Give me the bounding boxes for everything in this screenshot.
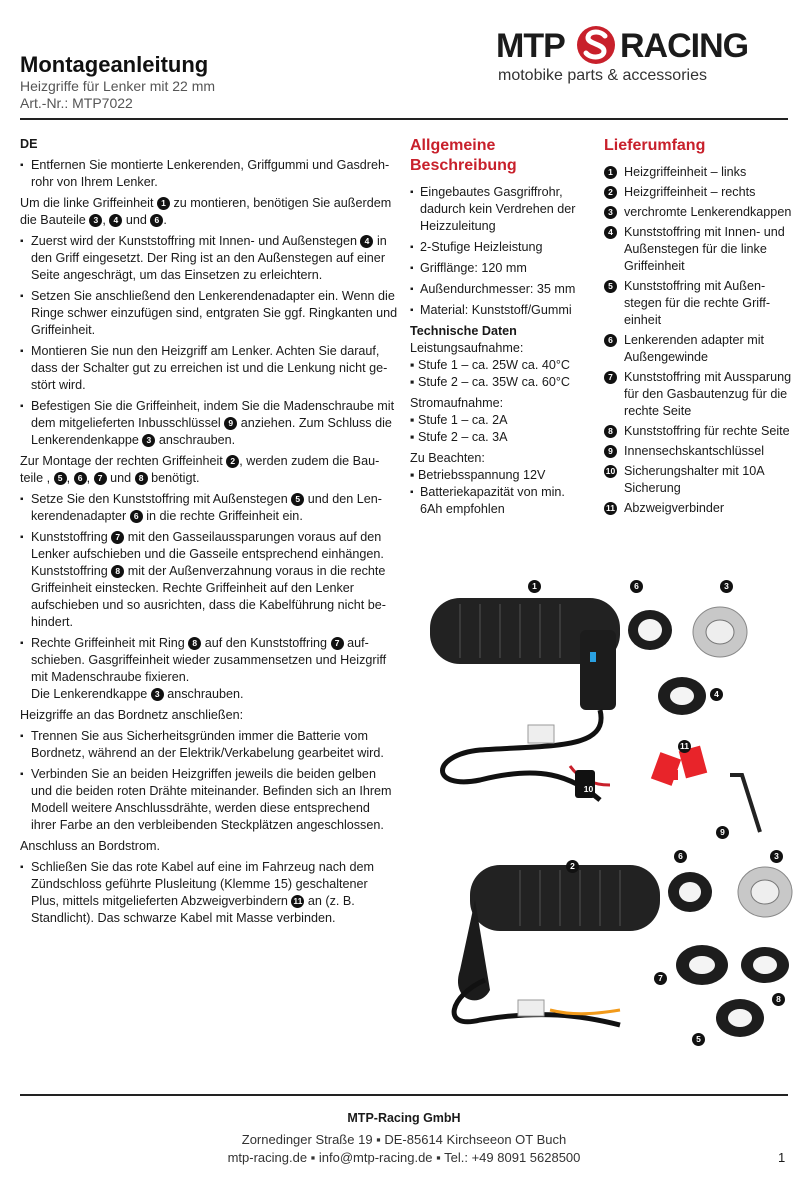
part-number-badge: 7: [604, 371, 617, 384]
instruction-step: ▪ Verbinden Sie an beiden Heizgriffen jeweils die beiden gelben und die beiden roten Drähte miteinander. Befinden sich an Ihrem Modell weitere Anschlussdrähte, werden diese entsprechend ihrer Farbe an den verbleibenden Steckplätzen angeschlossen.: [20, 766, 398, 834]
part-number-badge: 7: [331, 637, 344, 650]
part-number-badge: 4: [109, 214, 122, 227]
part-number-badge: 11: [293, 896, 303, 906]
contents-item: 8 Kunststoffring für rechte Seite: [604, 423, 794, 440]
current-label: Stromaufnahme:: [410, 396, 504, 410]
contents-item: 10 Sicherungshalter mit 10A Sicherung: [605, 464, 765, 495]
instruction-paragraph: Zur Montage der rechten Griffeinheit 2 , werden zudem die Bauteile , 5 , 6 , 7 und 8 benötigt.: [20, 454, 380, 485]
svg-text:MTP: MTP: [496, 27, 565, 65]
spec-item: ▪ Stufe 1 – ca. 25W ca. 40°C: [410, 358, 571, 372]
part-number-badge: 4: [604, 226, 617, 239]
callout-2: 2: [566, 860, 579, 873]
spec-item: ▪ Stufe 1 – ca. 2A: [410, 413, 508, 427]
part-number-badge: 3: [142, 434, 155, 447]
feature-item: ▪ Material: Kunststoff/Gummi: [410, 302, 590, 319]
product-photo: [420, 570, 800, 1090]
callout-5: 5: [692, 1033, 705, 1046]
callout-6b: 6: [674, 850, 687, 863]
part-number-badge: 6: [130, 510, 143, 523]
callout-1: 1: [528, 580, 541, 593]
instruction-step: ▪ Setze Sie den Kunststoffring mit Außenstegen 5 und den Lenkerendenadapter 6 in die rechte Griffeinheit ein.: [20, 491, 398, 525]
part-number-badge: 5: [291, 493, 304, 506]
contents-item: 2 Heizgriffeinheit – rechts: [604, 184, 794, 201]
instruction-step: ▪ Schließen Sie das rote Kabel auf eine im Fahrzeug nach dem Zündschloss geführte Plusleitung (Klemme 15) geschaltener Plus, mittels mitgelieferten Abzweigverbindern 11 an (z. B. Standlicht). Das schwarze Kabel mit Masse verbinden.: [20, 859, 398, 927]
callout-6: 6: [630, 580, 643, 593]
svg-text:RACING: RACING: [620, 27, 749, 65]
part-number-badge: 6: [604, 334, 617, 347]
note-item: ▪ Betriebsspannung 12V: [410, 468, 546, 482]
callout-4: 4: [710, 688, 723, 701]
instruction-paragraph: Um die linke Griffeinheit 1 zu montieren, benötigen Sie außerdem die Bauteile 3 , 4 und 6 .: [20, 196, 392, 227]
part-number-badge: 3: [89, 214, 102, 227]
brand-tagline: motobike parts & accessories: [498, 67, 707, 84]
footer-divider: [20, 1094, 788, 1096]
part-number-badge: 9: [604, 445, 617, 458]
part-number-badge: 6: [74, 472, 87, 485]
part-number-badge: 8: [135, 472, 148, 485]
contents-heading: Lieferumfang: [604, 137, 706, 154]
callout-9: 9: [716, 826, 729, 839]
part-number-badge: 5: [604, 280, 617, 293]
part-number-badge: 8: [604, 425, 617, 438]
description-heading: Allgemeine Beschreibung: [410, 137, 517, 174]
part-number-badge: 3: [604, 206, 617, 219]
callout-8: 8: [772, 993, 785, 1006]
contents-item: 4 Kunststoffring mit Innen- und Außenstegen für die linke Griffeinheit: [604, 224, 794, 275]
part-number-badge: 8: [188, 637, 201, 650]
part-number-badge: 1: [604, 166, 617, 179]
contents-item: 3 verchromte Lenkerendkappen: [604, 204, 794, 221]
part-number-badge: 9: [224, 417, 237, 430]
callout-10: 10: [583, 784, 594, 794]
header-divider: [20, 118, 788, 120]
contents-item: 1 Heizgriffeinheit – links: [604, 164, 794, 181]
feature-item: ▪ Eingebautes Gasgriffrohr, dadurch kein Verdrehen der Heizzuleitung: [410, 184, 590, 235]
contents-item: 11 Abzweigverbinder: [606, 501, 725, 515]
page-number: 1: [778, 1150, 786, 1165]
instruction-paragraph: Anschluss an Bordstrom.: [20, 839, 160, 853]
feature-item: ▪ Außendurchmesser: 35 mm: [410, 281, 590, 298]
instruction-paragraph: Heizgriffe an das Bordnetz anschließen:: [20, 708, 244, 722]
instruction-step: ▪ Trennen Sie aus Sicherheitsgründen immer die Batterie vom Bordnetz, während an der Elektrik/Verkabelung gearbeitet wird.: [20, 728, 398, 762]
part-number-1: 1: [157, 197, 170, 210]
tech-data-heading: Technische Daten: [410, 324, 517, 338]
callout-3: 3: [720, 580, 733, 593]
language-label: DE: [20, 137, 38, 151]
company-address: Zornedinger Straße 19 ▪ DE-85614 Kirchseeon OT Buch: [241, 1132, 567, 1147]
notes-label: Zu Beachten:: [410, 451, 485, 465]
contents-item: 7 Kunststoffring mit Aussparung für den Gasbautenzug für die rechte Seite: [604, 369, 794, 420]
part-number-badge: 10: [605, 466, 616, 476]
part-number-badge: 2: [226, 455, 239, 468]
instruction-step: ▪ Kunststoffring 7 mit den Gasseilaussparungen voraus auf den Lenker aufschieben und die Gasseile entsprechend einhängen. Kunststoffring 8 mit der Außenverzahnung voraus in die rechte Griffeinheit einstecken. Rechte Griffeinheit auf den Lenker aufschieben und so ausrichten, dass die Kabelführung nicht behindert.: [20, 529, 398, 631]
callout-11: 11: [680, 741, 689, 751]
part-number-badge: 4: [360, 235, 373, 248]
instruction-step: ▪ Befestigen Sie die Griffeinheit, indem Sie die Madenschraube mit dem mitgelieferten Inbusschlüssel 9 anziehen. Zum Schluss die Lenkerendenkappe 3 anschrauben.: [20, 398, 398, 449]
callout-3b: 3: [770, 850, 783, 863]
article-number: Art.-Nr.: MTP7022: [20, 95, 133, 111]
description-column: [410, 136, 590, 518]
spec-item: ▪ Stufe 2 – ca. 35W ca. 60°C: [410, 375, 571, 389]
instruction-step: ▪ Setzen Sie anschließend den Lenkerendenadapter ein. Wenn die Ringe schwer einzufügen sind, entgraten Sie ggf. Ringkanten und Griffeinheit.: [20, 288, 398, 339]
instruction-step: ▪ Rechte Griffeinheit mit Ring 8 auf den Kunststoffring 7 aufschieben. Gasgriffeinheit wieder zusammensetzen und Heizgriff mit Madenschraube fixieren. Die Lenkerendkappe 3 anschrauben.: [20, 635, 398, 703]
page-subtitle: Heizgriffe für Lenker mit 22 mm: [20, 78, 216, 94]
instruction-step: ▪ Entfernen Sie montierte Lenkerenden, Griffgummi und Gasdrehrohr von Ihrem Lenker.: [20, 157, 398, 191]
power-label: Leistungsaufnahme:: [410, 341, 524, 355]
contents-item: 9 Innensechskantschlüssel: [604, 443, 794, 460]
contents-item: 6 Lenkerenden adapter mit Außengewinde: [604, 332, 794, 366]
part-number-badge: 7: [94, 472, 107, 485]
part-number-badge: 2: [604, 186, 617, 199]
part-number-badge: 11: [606, 503, 615, 513]
feature-item: ▪ 2-Stufige Heizleistung: [410, 239, 590, 256]
company-name: MTP-Racing GmbH: [347, 1111, 461, 1125]
page-title: Montageanleitung: [20, 52, 209, 77]
company-contact: mtp-racing.de ▪ info@mtp-racing.de ▪ Tel.: +49 8091 5628500: [227, 1150, 581, 1165]
part-number-badge: 5: [54, 472, 67, 485]
part-number-badge: 8: [111, 565, 124, 578]
feature-item: ▪ Grifflänge: 120 mm: [410, 260, 590, 277]
instructions-column: [20, 136, 398, 931]
callout-7: 7: [654, 972, 667, 985]
instruction-step: ▪ Zuerst wird der Kunststoffring mit Innen- und Außenstegen 4 in den Griff eingesetzt. Der Ring ist an den Außenstegen auf einer Seite angeschrägt, um das Einsetzen zu erleichtern.: [20, 233, 398, 284]
contents-item: 5 Kunststoffring mit Außenstegen für die rechte Griffeinheit: [604, 278, 794, 329]
brand-logo: [496, 24, 788, 66]
part-number-badge: 7: [111, 531, 124, 544]
instruction-step: ▪ Montieren Sie nun den Heizgriff am Lenker. Achten Sie darauf, dass der Schalter gut zu erreichen ist und die Lenkung nicht gestört wird.: [20, 343, 398, 394]
part-number-badge: 3: [151, 688, 164, 701]
note-item: ▪ Batteriekapazität von min. 6Ah empfohlen: [410, 484, 590, 518]
contents-column: [604, 136, 794, 520]
part-number-badge: 6: [150, 214, 163, 227]
spec-item: ▪ Stufe 2 – ca. 3A: [410, 430, 508, 444]
